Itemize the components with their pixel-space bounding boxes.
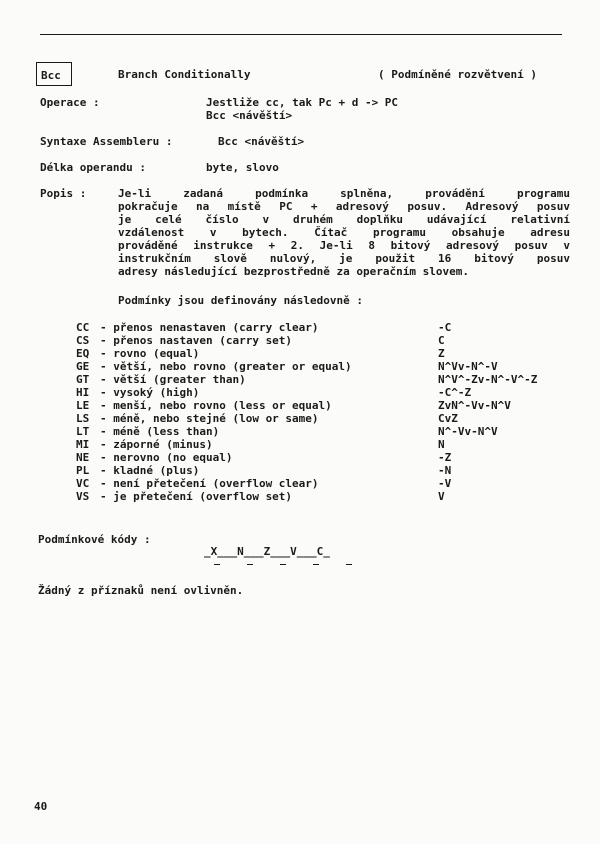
condition-code: VC [76, 477, 90, 490]
operation-line-1: Jestliže cc, tak Pc + d -> PC [206, 96, 399, 109]
flag-dash [313, 564, 319, 565]
condition-flags: N^V^-Zv-N^-V^-Z [438, 373, 538, 386]
condition-desc: - větší (greater than) [100, 373, 246, 386]
description-line: je celé číslo v druhém doplňku udávající relativní [118, 213, 570, 226]
description-paragraph [118, 187, 570, 278]
condition-flags: N^-Vv-N^V [438, 425, 498, 438]
condition-code: LT [76, 425, 90, 438]
condition-code: MI [76, 438, 90, 451]
condition-desc: - nerovno (no equal) [100, 451, 233, 464]
description-line: adresy následující bezprostředně za operačním slovem. [118, 265, 469, 278]
condition-desc: - rovno (equal) [100, 347, 200, 360]
condition-flags: -V [438, 477, 452, 490]
description-label: Popis : [40, 187, 87, 200]
condition-row [76, 477, 576, 490]
mnemonic: Bcc [41, 69, 61, 82]
condition-code: LS [76, 412, 90, 425]
condition-code: LE [76, 399, 90, 412]
condition-row [76, 425, 576, 438]
description-line: prováděné instrukce + 2. Je-li 8 bitový adresový posuv v [118, 239, 570, 252]
condition-row [76, 438, 576, 451]
condition-row [76, 451, 576, 464]
flag-dash [346, 564, 352, 565]
condition-code: GT [76, 373, 90, 386]
condition-flags: ZvN^-Vv-N^V [438, 399, 511, 412]
condition-flags: N [438, 438, 445, 451]
description-line: Je-li zadaná podmínka splněna, provádění programu [118, 187, 570, 200]
condition-desc: - méně (less than) [100, 425, 220, 438]
condition-row [76, 399, 576, 412]
operand-length-value: byte, slovo [206, 161, 279, 174]
top-rule [40, 34, 562, 35]
condition-flags: V [438, 490, 445, 503]
condition-code: PL [76, 464, 90, 477]
condition-desc: - je přetečení (overflow set) [100, 490, 293, 503]
condition-row [76, 334, 576, 347]
syntax-label: Syntaxe Assembleru : [40, 135, 173, 148]
condition-flags: -N [438, 464, 452, 477]
condition-row [76, 373, 576, 386]
condition-desc: - přenos nenastaven (carry clear) [100, 321, 319, 334]
condition-flags: -C [438, 321, 452, 334]
condition-code: CC [76, 321, 90, 334]
syntax-value: Bcc <návěští> [218, 135, 305, 148]
description-line: instrukčním slově nulový, je použit 16 bitový posuv [118, 252, 570, 265]
condition-desc: - vysoký (high) [100, 386, 200, 399]
flags-note: Žádný z příznaků není ovlivněn. [38, 584, 244, 597]
condition-code: EQ [76, 347, 90, 360]
condition-flags: C [438, 334, 445, 347]
condition-code: VS [76, 490, 90, 503]
condition-codes-label: Podmínkové kódy : [38, 533, 151, 546]
operand-length-label: Délka operandu : [40, 161, 146, 174]
condition-row [76, 360, 576, 373]
condition-desc: - větší, nebo rovno (greater or equal) [100, 360, 352, 373]
flag-dash [280, 564, 286, 565]
condition-desc: - kladné (plus) [100, 464, 200, 477]
condition-row [76, 347, 576, 360]
description-line: pokračuje na místě PC + adresový posuv. Adresový posuv [118, 200, 570, 213]
condition-code: NE [76, 451, 90, 464]
condition-row [76, 386, 576, 399]
condition-code: GE [76, 360, 90, 373]
condition-desc: - menší, nebo rovno (less or equal) [100, 399, 332, 412]
condition-flags: Z [438, 347, 445, 360]
description-line: vzdálenost v bytech. Čítač programu obsahuje adresu [118, 226, 570, 239]
condition-desc: - není přetečení (overflow clear) [100, 477, 319, 490]
condition-code: HI [76, 386, 90, 399]
condition-desc: - méně, nebo stejné (low or same) [100, 412, 319, 425]
condition-row [76, 321, 576, 334]
operation-line-2: Bcc <návěští> [206, 109, 293, 122]
instruction-name: Branch Conditionally [118, 68, 251, 81]
condition-codes-flags: _X___N___Z___V___C_ [204, 545, 330, 558]
flag-dash [247, 564, 253, 565]
condition-flags: CvZ [438, 412, 458, 425]
condition-desc: - záporné (minus) [100, 438, 213, 451]
condition-desc: - přenos nastaven (carry set) [100, 334, 293, 347]
condition-flags: -Z [438, 451, 452, 464]
condition-row [76, 412, 576, 425]
condition-flags: N^Vv-N^-V [438, 360, 498, 373]
conditions-list [76, 321, 576, 503]
condition-row [76, 464, 576, 477]
page-number: 40 [34, 800, 48, 813]
condition-flags: -C^-Z [438, 386, 472, 399]
condition-row [76, 490, 576, 503]
condition-code: CS [76, 334, 90, 347]
operation-label: Operace : [40, 96, 100, 109]
instruction-czech-name: ( Podmíněné rozvětvení ) [378, 68, 537, 81]
conditions-intro: Podmínky jsou definovány následovně : [118, 294, 364, 307]
flag-dash [214, 564, 220, 565]
mnemonic-box [36, 62, 72, 86]
